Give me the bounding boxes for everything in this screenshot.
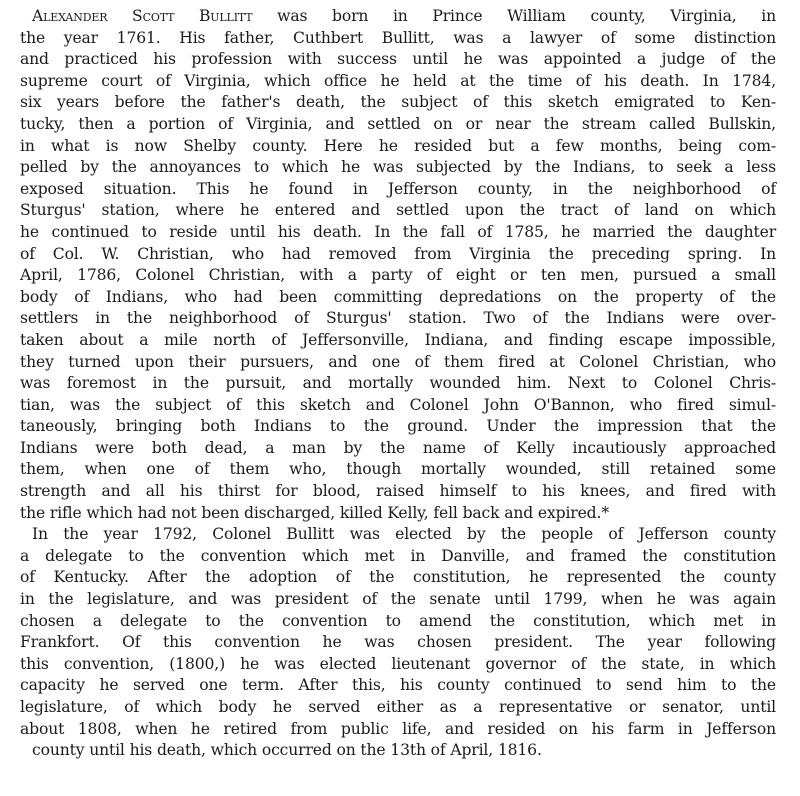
text-line: legislature, of which body he served either as a representative or senator, until xyxy=(20,698,776,716)
text-line: pelled by the annoyances to which he was subjected by the Indians, to seek a less xyxy=(20,158,776,177)
text-line: settlers in the neighborhood of Sturgus' station. Two of the Indians were over- xyxy=(20,309,776,328)
text-line: in what is now Shelby county. Here he resided but a few months, being com- xyxy=(20,136,776,155)
text-line: In the year 1792, Colonel Bullitt was elected by the people of Jefferson county xyxy=(32,525,776,544)
text-line: this convention, (1800,) he was elected lieutenant governor of the state, in which xyxy=(20,654,776,673)
text-line: chosen a delegate to the convention to amend the constitution, which met in xyxy=(20,611,776,630)
paragraph-biography-public-career xyxy=(20,524,776,762)
text-line: exposed situation. This he found in Jefferson county, in the neighborhood of xyxy=(20,179,776,198)
text-line: the rifle which had not been discharged, killed Kelly, fell back and expired.* xyxy=(20,503,609,522)
text-line: tian, was the subject of this sketch and Colonel John O'Bannon, who fired simul- xyxy=(20,395,776,414)
text-line: Indians were both dead, a man by the name of Kelly incautiously approached xyxy=(20,438,776,457)
text-line: Frankfort. Of this convention he was chosen president. The year following xyxy=(20,633,776,652)
text-line: six years before the father's death, the subject of this sketch emigrated to Ken- xyxy=(20,93,776,112)
text-line: a delegate to the convention which met in Danville, and framed the constitution xyxy=(20,546,776,565)
text-line: supreme court of Virginia, which office he held at the time of his death. In 1784, xyxy=(20,71,776,90)
text-line: taken about a mile north of Jeffersonville, Indiana, and finding escape impossible, xyxy=(20,330,776,349)
text-line: he continued to reside until his death. In the fall of 1785, he married the daughter xyxy=(20,222,776,241)
paragraph-biography-early-life xyxy=(20,6,776,524)
text-line: county until his death, which occurred on the 13th of April, 1816. xyxy=(32,741,542,760)
text-line: them, when one of them who, though mortally wounded, still retained some xyxy=(20,460,776,479)
text-line: strength and all his thirst for blood, raised himself to his knees, and fired with xyxy=(20,482,776,501)
text-line: of Col. W. Christian, who had removed from Virginia the preceding spring. In xyxy=(20,244,776,263)
text-line: taneously, bringing both Indians to the ground. Under the impression that the xyxy=(20,417,776,436)
text-line: in the legislature, and was president of the senate until 1799, when he was again xyxy=(20,590,776,609)
text-line: and practiced his profession with success until he was appointed a judge of the xyxy=(20,50,776,69)
text-line: tucky, then a portion of Virginia, and settled on or near the stream called Bullskin, xyxy=(20,114,776,133)
text-line: body of Indians, who had been committing depredations on the property of the xyxy=(20,287,776,306)
text-line: April, 1786, Colonel Christian, with a party of eight or ten men, pursued a small xyxy=(20,266,776,285)
text-line: they turned upon their pursuers, and one of them fired at Colonel Christian, who xyxy=(20,352,776,371)
text-line: the year 1761. His father, Cuthbert Bullitt, was a lawyer of some distinction xyxy=(20,28,776,47)
text-line-continuation: was born in Prince William county, Virginia, in xyxy=(252,7,776,25)
text-line xyxy=(20,6,776,28)
text-line: capacity he served one term. After this, his county continued to send him to the xyxy=(20,676,776,695)
text-line: of Kentucky. After the adoption of the constitution, he represented the county xyxy=(20,568,776,587)
subject-name: Alexander Scott Bullitt xyxy=(32,7,253,25)
text-line: about 1808, when he retired from public life, and resided on his farm in Jefferson xyxy=(20,719,776,738)
text-line: Sturgus' station, where he entered and settled upon the tract of land on which xyxy=(20,201,776,220)
text-line: was foremost in the pursuit, and mortally wounded him. Next to Colonel Chris- xyxy=(20,374,776,393)
